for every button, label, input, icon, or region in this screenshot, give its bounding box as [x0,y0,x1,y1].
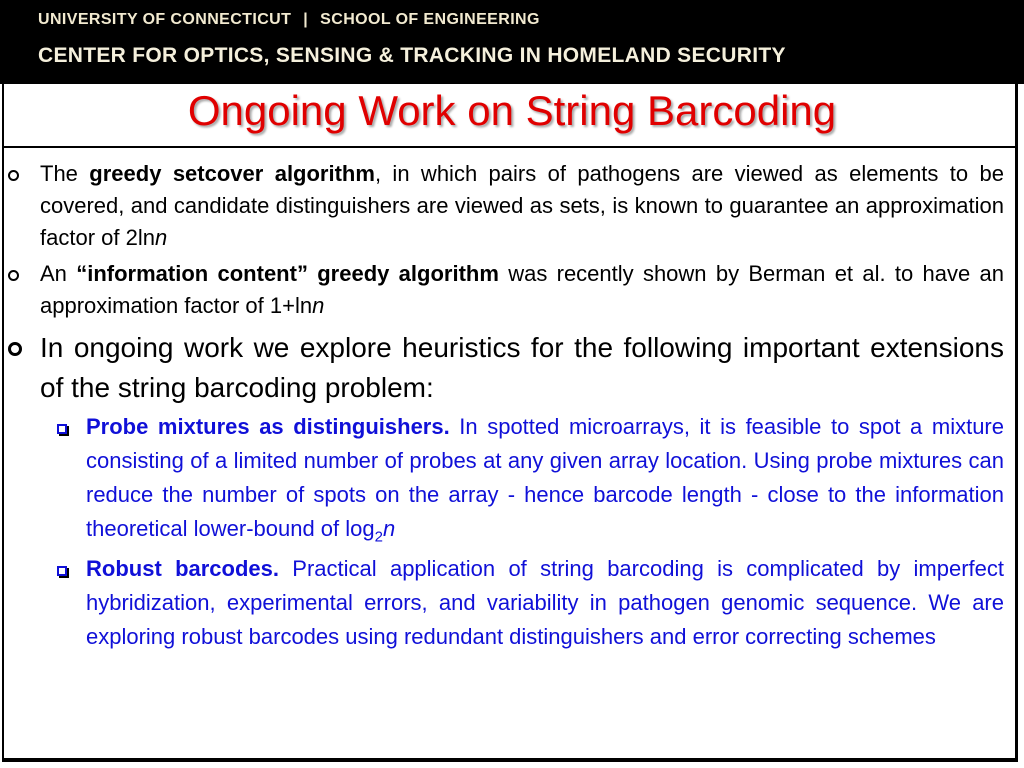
subbullet-text: Practical application of string barcoding is complicated by imperfect hybridization, experimental errors, and variability in pathogen genomic sequence. We are exploring robust barcodes using redundant distinguishers and error correcting schemes [86,556,1004,649]
subbullet-heading: Probe mixtures as distinguishers. [86,414,450,439]
school-name: SCHOOL OF ENGINEERING [320,11,540,28]
banner-institution [38,11,540,29]
slide-title: Ongoing Work on String Barcoding [187,87,837,134]
log-base-subscript: 2 [374,528,383,546]
square-bullet-icon [57,424,67,434]
subbullet-text: In spotted microarrays, it is feasible to spot a mixture consisting of a limited number of probes at any given array location. Using probe mixtures can reduce the number of spots on the array - hence barcode length - close to the information theoretical lower-bound of log [86,414,1004,541]
circle-bullet-icon [8,170,19,181]
bullet-bold-term: greedy setcover algorithm [89,161,375,186]
bullet-information-content [0,258,1024,322]
bullet-bold-term: “information content” greedy algorithm [76,261,499,286]
subbullet-heading: Robust barcodes. [86,556,279,581]
slide-content [0,158,1024,660]
bullet-italic-var: n [312,293,325,318]
subbullet-probe-mixtures [0,410,1024,546]
bullet-ongoing-work [0,328,1024,408]
circle-bullet-icon [8,270,19,281]
circle-bullet-icon [8,342,22,356]
subbullet-robust-barcodes [0,552,1024,654]
subbullet-italic-var: n [382,516,396,541]
banner-separator: | [303,11,309,28]
square-bullet-icon [57,566,67,576]
title-divider [4,146,1016,148]
bullet-text: , in which pairs of pathogens are viewed as elements to be covered, and candidate distinguishers are viewed as sets, is known to guarantee an approximation factor of 2ln [40,161,1004,250]
bullet-text: In ongoing work we explore heuristics for the following important extensions of the string barcoding problem: [40,332,1004,403]
university-name: UNIVERSITY OF CONNECTICUT [38,11,292,28]
bullet-text: was recently shown by Berman et al. to have an approximation factor of 1+ln [40,261,1004,318]
bullet-italic-var: n [154,225,168,250]
center-name: CENTER FOR OPTICS, SENSING & TRACKING IN HOMELAND SECURITY [38,44,786,67]
bullet-greedy-setcover [0,158,1024,254]
header-banner [0,0,1024,84]
bullet-text: An [40,261,77,286]
bullet-text: The [40,161,90,186]
